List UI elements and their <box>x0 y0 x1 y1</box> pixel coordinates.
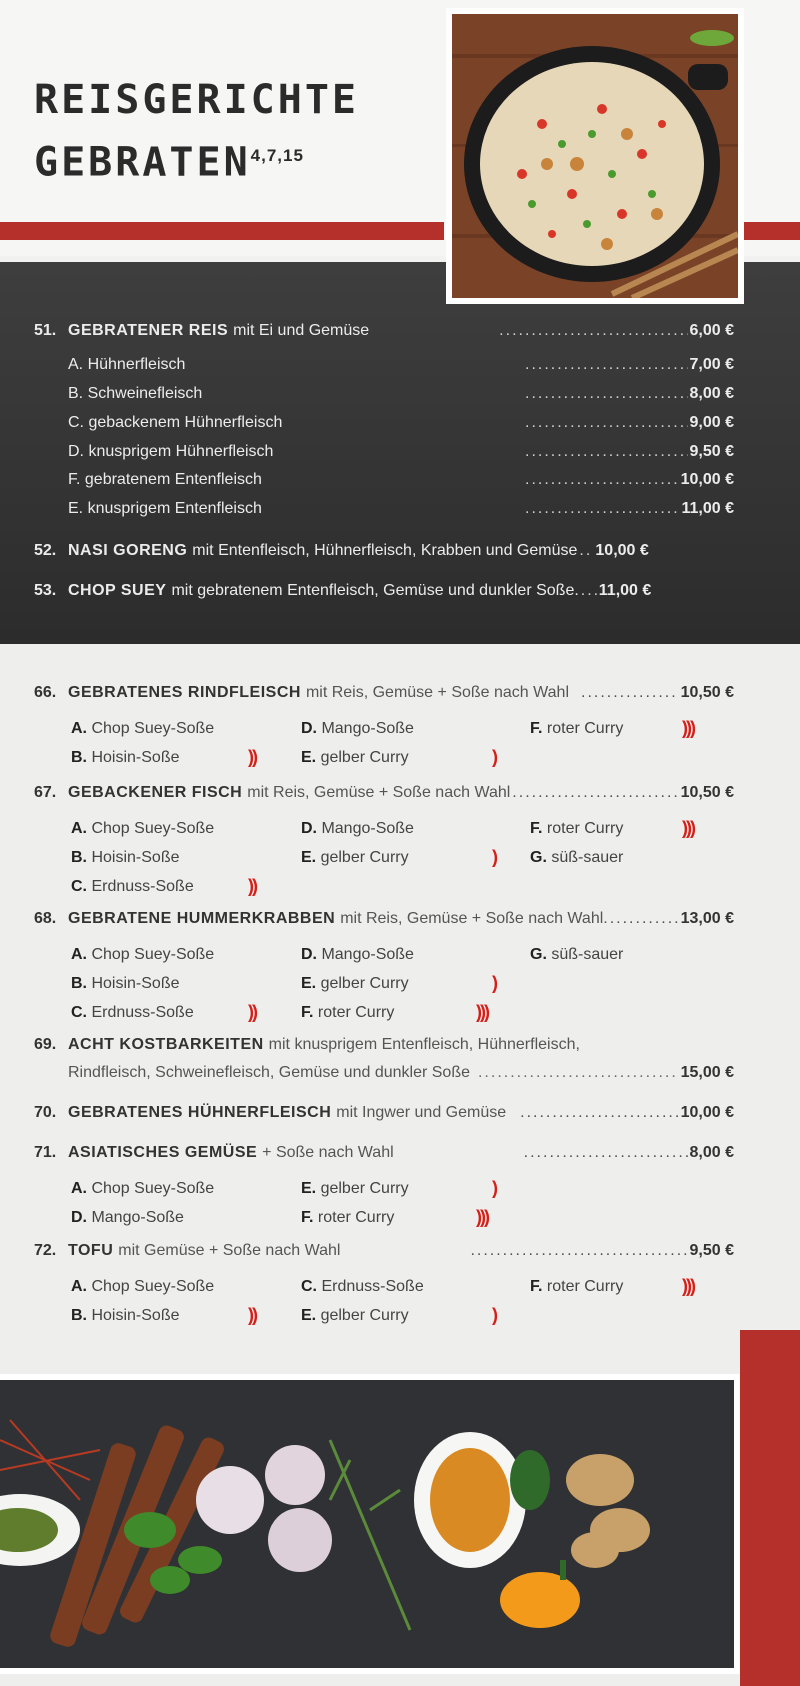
variant-label: D. knusprigem Hühnerfleisch <box>68 443 274 460</box>
menu-item-68 <box>34 910 734 934</box>
sauce-option: D. Mango-Soße <box>301 720 414 737</box>
item-number: 70. <box>34 1104 57 1121</box>
menu-item-66 <box>34 684 734 708</box>
chili-3-icon: ))) <box>476 1002 488 1022</box>
allergen-codes: 4,7,15 <box>250 146 304 165</box>
variant-label: F. gebratenem Entenfleisch <box>68 471 262 488</box>
sauce-option: F. roter Curry <box>530 820 624 837</box>
menu-item-51 <box>34 322 734 346</box>
sauce-option: B. Hoisin-Soße <box>71 749 180 766</box>
dot-leader <box>525 471 679 489</box>
sauce-option: E. gelber Curry <box>301 749 409 766</box>
item-name: GEBACKENER FISCH <box>68 784 243 801</box>
menu-item-69 <box>34 1036 734 1060</box>
item-name: NASI GORENG <box>68 542 188 559</box>
sauce-option: A. Chop Suey-Soße <box>71 1180 215 1197</box>
chili-1-icon: ) <box>492 747 496 767</box>
chili-2-icon: )) <box>248 876 256 896</box>
item-name: GEBRATENES RINDFLEISCH <box>68 684 301 701</box>
sauce-option: A. Chop Suey-Soße <box>71 820 215 837</box>
chili-3-icon: ))) <box>682 818 694 838</box>
red-side-band <box>740 1330 800 1686</box>
item-description: + Soße nach Wahl <box>262 1144 394 1161</box>
item-description: mit Entenfleisch, Hühnerfleisch, Krabben und Gemüse <box>192 542 578 559</box>
item-number: 52. <box>34 542 57 559</box>
chili-3-icon: ))) <box>682 1276 694 1296</box>
item-number: 69. <box>34 1036 57 1053</box>
sauce-option: F. roter Curry <box>530 720 624 737</box>
menu-item-72 <box>34 1242 734 1266</box>
title-line-2: GEBRATEN <box>34 139 251 186</box>
item-number: 67. <box>34 784 57 801</box>
sauce-option: F. roter Curry <box>530 1278 624 1295</box>
dot-leader <box>525 385 688 403</box>
chili-2-icon: )) <box>248 747 256 767</box>
sauce-option: G. süß-sauer <box>530 946 624 963</box>
dot-leader <box>524 1144 688 1162</box>
sauce-option: D. Mango-Soße <box>71 1209 184 1226</box>
item-number: 51. <box>34 322 57 339</box>
sauce-option: A. Chop Suey-Soße <box>71 1278 215 1295</box>
item-number: 53. <box>34 582 57 599</box>
item-description: mit Reis, Gemüse + Soße nach Wahl. <box>340 910 608 927</box>
dot-leader <box>478 1064 679 1082</box>
sauce-option: D. Mango-Soße <box>301 946 414 963</box>
item-price: 10,50 € <box>680 684 734 701</box>
item-price: 8,00 € <box>689 1144 734 1161</box>
sauce-option: A. Chop Suey-Soße <box>71 720 215 737</box>
item-price: 10,50 € <box>680 784 734 801</box>
item-price: 11,00 € <box>598 582 652 599</box>
item-number: 71. <box>34 1144 57 1161</box>
sauce-option: B. Hoisin-Soße <box>71 849 180 866</box>
chili-2-icon: )) <box>248 1305 256 1325</box>
item-number: 72. <box>34 1242 57 1259</box>
chili-3-icon: ))) <box>682 718 694 738</box>
dot-leader <box>512 784 678 802</box>
page-title <box>34 72 359 190</box>
item-name: ASIATISCHES GEMÜSE <box>68 1144 258 1161</box>
dot-leader <box>520 1104 678 1122</box>
red-band-right <box>744 222 800 240</box>
variant-label: E. knusprigem Entenfleisch <box>68 500 262 517</box>
item-number: 68. <box>34 910 57 927</box>
item-description: mit Reis, Gemüse + Soße nach Wahl <box>305 684 569 701</box>
sauce-option: E. gelber Curry <box>301 1180 409 1197</box>
sauce-option: C. Erdnuss-Soße <box>71 1004 194 1021</box>
dot-leader <box>525 500 680 518</box>
menu-item-52 <box>34 542 734 566</box>
item-description: mit Reis, Gemüse + Soße nach Wahl <box>247 784 511 801</box>
sauce-option: A. Chop Suey-Soße <box>71 946 215 963</box>
menu-item-67 <box>34 784 734 808</box>
sauce-option: D. Mango-Soße <box>301 820 414 837</box>
menu-item-70 <box>34 1104 734 1128</box>
variant-row <box>68 414 734 438</box>
sauce-option: B. Hoisin-Soße <box>71 975 180 992</box>
dot-leader <box>581 582 597 600</box>
dot-leader <box>525 356 688 374</box>
item-name: GEBRATENES HÜHNERFLEISCH <box>68 1104 332 1121</box>
menu-item-71 <box>34 1144 734 1168</box>
variant-label: C. gebackenem Hühnerfleisch <box>68 414 283 431</box>
item-description: mit Gemüse + Soße nach Wahl <box>118 1242 341 1259</box>
chili-1-icon: ) <box>492 847 496 867</box>
variant-price: 10,00 € <box>680 471 734 488</box>
sauce-option: E. gelber Curry <box>301 1307 409 1324</box>
item-description: mit gebratenem Entenfleisch, Gemüse und dunkler Soße. <box>171 582 579 599</box>
variant-label: A. Hühnerfleisch <box>68 356 186 373</box>
title-line-1: REISGERICHTE <box>34 77 359 123</box>
fried-rice-pan-icon <box>452 14 738 298</box>
item-description-cont: Rindfleisch, Schweinefleisch, Gemüse und dunkler Soße <box>68 1064 470 1081</box>
sauce-option: F. roter Curry <box>301 1209 395 1226</box>
variant-label: B. Schweinefleisch <box>68 385 203 402</box>
spices-icon <box>0 1380 734 1674</box>
sauce-option: B. Hoisin-Soße <box>71 1307 180 1324</box>
dot-leader <box>499 322 687 340</box>
item-name: CHOP SUEY <box>68 582 167 599</box>
item-price: 15,00 € <box>680 1064 734 1081</box>
variant-row <box>68 500 734 524</box>
item-price: 10,00 € <box>595 542 649 559</box>
item-price: 10,00 € <box>680 1104 734 1121</box>
menu-item-53 <box>34 582 734 606</box>
item-description: mit Ingwer und Gemüse <box>336 1104 507 1121</box>
chili-2-icon: )) <box>248 1002 256 1022</box>
dot-leader <box>610 910 679 928</box>
item-name: ACHT KOSTBARKEITEN <box>68 1036 264 1053</box>
item-name: GEBRATENE HUMMERKRABBEN <box>68 910 336 927</box>
sauce-option: C. Erdnuss-Soße <box>71 878 194 895</box>
variant-row <box>68 385 734 409</box>
sauce-option: C. Erdnuss-Soße <box>301 1278 424 1295</box>
sauce-option: E. gelber Curry <box>301 975 409 992</box>
variant-row <box>68 471 734 495</box>
variant-price: 11,00 € <box>681 500 734 517</box>
dot-leader <box>470 1242 687 1260</box>
variant-price: 8,00 € <box>689 385 734 402</box>
chili-1-icon: ) <box>492 1178 496 1198</box>
variant-row <box>68 443 734 467</box>
dot-leader <box>579 542 593 560</box>
fried-rice-photo <box>446 8 744 304</box>
sauce-option: F. roter Curry <box>301 1004 395 1021</box>
item-price: 13,00 € <box>680 910 734 927</box>
chili-1-icon: ) <box>492 1305 496 1325</box>
spices-photo <box>0 1374 740 1674</box>
variant-row <box>68 356 734 380</box>
item-number: 66. <box>34 684 57 701</box>
item-name: TOFU <box>68 1242 114 1259</box>
dot-leader <box>525 414 688 432</box>
item-description: mit Ei und Gemüse <box>233 322 370 339</box>
item-name: GEBRATENER REIS <box>68 322 229 339</box>
item-price: 6,00 € <box>689 322 734 339</box>
chili-1-icon: ) <box>492 973 496 993</box>
item-price: 9,50 € <box>689 1242 734 1259</box>
variant-price: 9,00 € <box>689 414 734 431</box>
red-band-left <box>0 222 444 240</box>
dark-menu-section <box>0 262 800 644</box>
sauce-option: E. gelber Curry <box>301 849 409 866</box>
dot-leader <box>525 443 688 461</box>
dot-leader <box>581 684 679 702</box>
item-description: mit knusprigem Entenfleisch, Hühnerfleisch, <box>268 1036 580 1053</box>
sauce-option: G. süß-sauer <box>530 849 624 866</box>
variant-price: 9,50 € <box>689 443 734 460</box>
variant-price: 7,00 € <box>689 356 734 373</box>
menu-item-69-cont <box>68 1064 734 1088</box>
chili-3-icon: ))) <box>476 1207 488 1227</box>
